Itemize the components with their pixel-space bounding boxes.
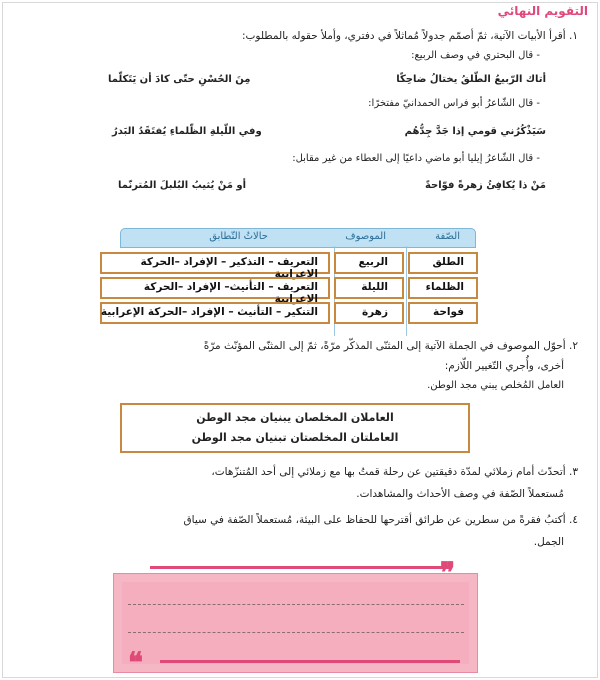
verse-2-right: سَيَذْكُرُني قومي إذا جَدَّ جِدُّهُم (404, 126, 546, 137)
writing-area-inner (122, 582, 469, 664)
q2-sentence: العامل المُخلص يبني مجد الوطن. (427, 380, 564, 391)
writing-line (128, 604, 464, 605)
q2-instruction-line-1: ٢. أحوّل الموصوف في الجملة الآتية إلى المثنّى المذكّر مرّةً، ثمّ إلى المثنّى المؤنّث مرّةً (203, 340, 578, 352)
q3-line-1: ٣. أتحدّث أمام زملائي لمدّة دقيقتين عن رحلة قمتُ بها مع زملائي إلى أحد المُتنزّهات، (211, 466, 578, 478)
q2-answer-1: العاملان المخلصان يبنيان مجد الوطن (196, 411, 394, 424)
header-sifa: الصّفة (435, 231, 460, 242)
sifa-text: الطلق (432, 256, 464, 268)
mawsuf-text: الربيع (358, 256, 388, 268)
q1-intro-2: - قال الشّاعرُ أبو فراس الحمدانيّ مفتخرًا: (368, 98, 540, 109)
cases-text: التعريف – التذكير – الإفراد –الحركة الإعرابية (140, 256, 318, 280)
q4-line-1: ٤. أكتبُ فقرةً من سطرين عن طرائق أقترحها للحفاظ على البيئة، مُستعملاً الصّفة في سياق (183, 514, 578, 526)
writing-area[interactable] (113, 573, 478, 673)
table-row (100, 252, 478, 280)
section-heading: التقويم النهائي (497, 4, 588, 18)
mawsuf-text: الليلة (361, 281, 388, 293)
q3-line-2: مُستعملاً الصّفة في وصف الأحداث والمشاهدات. (356, 488, 564, 500)
header-cases: حالاتُ التّطابق (209, 231, 268, 242)
q1-instruction: ١. أقرأ الأبيات الآتية، ثمّ أصمّم جدولاً مُماثلاً في دفتري، وأملأ حقوله بالمطلوب: (241, 30, 578, 42)
sifa-text: فواحة (433, 306, 464, 318)
verse-1-right: أتاك الرّبيعُ الطّلقُ يختالُ ضاحِكًا (396, 74, 546, 85)
q1-intro-3: - قال الشّاعرُ إيليا أبو ماضي داعيًا إلى العطاء من غير مقابل: (292, 153, 540, 164)
bottom-accent-bar (160, 660, 460, 663)
q1-intro-1: - قال البحتري في وصف الربيع: (411, 50, 540, 61)
header-mawsuf: الموصوف (345, 231, 386, 242)
mawsuf-text: زهرة (361, 306, 388, 318)
verse-3-left: أو مَنْ يُثيبُ البُلبلَ المُترنّما (118, 180, 247, 191)
cases-text: التعريف – التأنيث– الإفراد –الحركة الإعرابية (143, 281, 318, 305)
top-accent-bar (150, 566, 450, 569)
cases-text: التنكير – التأنيث – الإفراد –الحركة الإعرابية (100, 306, 318, 318)
writing-line (128, 632, 464, 633)
quote-open-icon: ❞ (440, 556, 456, 589)
q2-answer-2: العاملتان المخلصتان تبنيان مجد الوطن (191, 431, 399, 444)
verse-1-left: مِنَ الحُسْنِ حتّى كادَ أن يَتَكلّما (108, 74, 251, 85)
verse-2-left: وفي اللّيلةِ الظّلماءِ يُفتَقَدُ البَدرُ (112, 126, 262, 137)
table-row (100, 302, 478, 324)
q2-answer-box (120, 403, 470, 453)
quote-close-icon: ❝ (128, 646, 144, 679)
table-header (120, 228, 476, 248)
verse-3-right: مَنْ ذا يُكافِئُ زهرةً فوّاحةً (424, 180, 546, 191)
q2-instruction-line-2: أخرى، وأُجري التّغيير اللّازم: (444, 360, 564, 372)
q4-line-2: الجمل. (533, 536, 564, 548)
sifa-text: الظلماء (425, 281, 464, 293)
table-row (100, 277, 478, 305)
